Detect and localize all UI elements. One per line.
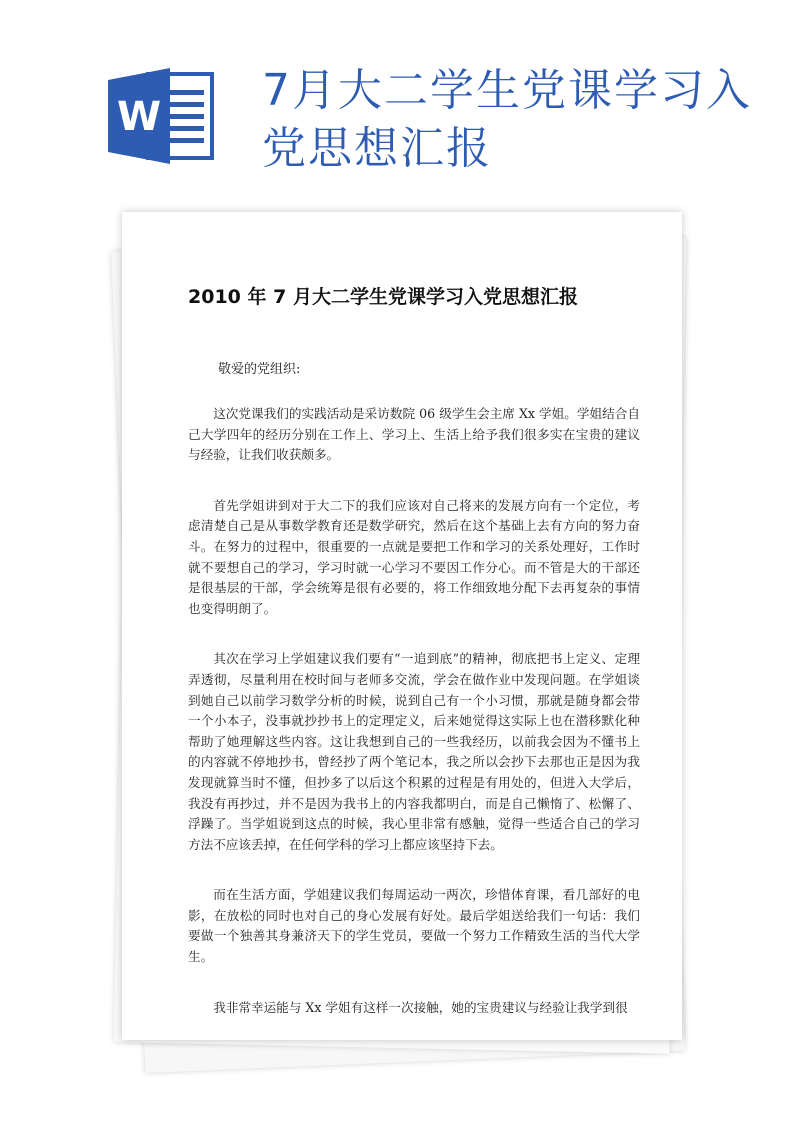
- word-logo-letter: W: [116, 94, 162, 140]
- paragraph: 而在生活方面，学姐建议我们每周运动一两次，珍惜体育课，看几部好的电影，在放松的同时也对自己的身心发展有好处。最后学姐送给我们一句话：我们要做一个独善其身兼济天下的学生党员，要做一个努力工作精致生活的当代大学生。: [188, 887, 640, 965]
- document-page: [122, 212, 682, 1040]
- paragraph: 这次党课我们的实践活动是采访数院 06 级学生会主席 Xx 学姐。学姐结合自己大学四年的经历分别在工作上、学习上、生活上给予我们很多实在宝贵的建议与经验，让我们收获颇多。: [188, 406, 640, 463]
- word-document-icon: [108, 68, 216, 164]
- document-body: [188, 404, 640, 1040]
- page-title: 7月大二学生党课学习入党思想汇报: [262, 65, 752, 174]
- paragraph: 首先学姐讲到对于大二下的我们应该对自己将来的发展方向有一个定位，考虑清楚自己是从事数学教育还是数学研究，然后在这个基础上去有方向的努力奋斗。在努力的过程中，很重要的一点就是要把工作和学习的关系处理好，工作时就不要想自己的学习，学习时就一心学习不要因工作分心。而不管是大的干部还是很基层的干部，学会统筹是很有必要的，将工作细致地分配下去再复杂的事情也变得明朗了。: [188, 497, 640, 616]
- document-title: 2010 年 7 月大二学生党课学习入党思想汇报: [188, 286, 578, 308]
- paragraph: 我非常幸运能与 Xx 学姐有这样一次接触，她的宝贵建议与经验让我学到很: [213, 999, 628, 1015]
- salutation: 敬爱的党组织:: [218, 362, 301, 377]
- paragraph: 其次在学习上学姐建议我们要有“一追到底”的精神，彻底把书上定义、定理弄透彻，尽量利用在校时间与老师多交流，学会在做作业中发现问题。在学姐谈到她自己以前学习数学分析的时候，说到自己有一个小习惯，那就是随身都会带一个小本子，没事就抄抄书上的定理定义，后来她觉得这实际上也在潜移默化种帮助了她理解这些内容。这让我想到自己的一些我经历，以前我会因为不懂书上的内容就不停地抄书，曾经抄了两个笔记本，我之所以会抄下去那也正是因为我发现就算当时不懂，但抄多了以后这个积累的过程是有用处的，但进入大学后，我没有再抄过，并不是因为我书上的内容我都明白，而是自己懒惰了、松懈了、浮躁了。当学姐说到这点的时候，我心里非常有感触，觉得一些适合自己的学习方法不应该丢掉，在任何学科的学习上都应该坚持下去。: [188, 651, 640, 852]
